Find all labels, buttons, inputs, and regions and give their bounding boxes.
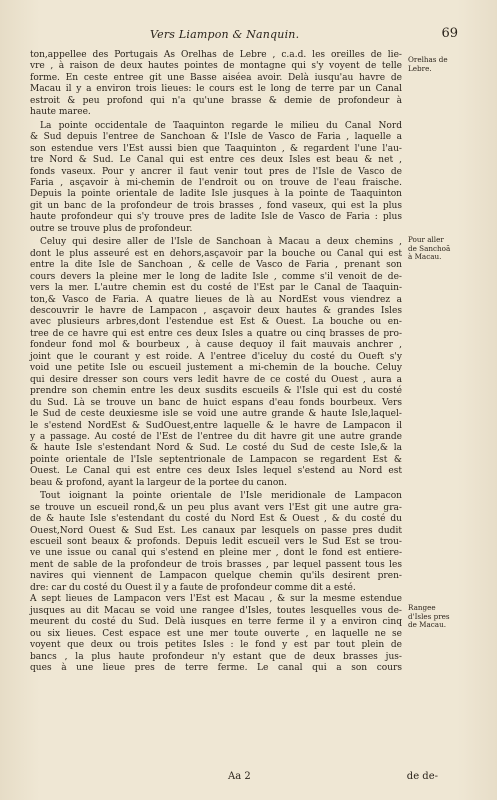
text-line: Depuis la pointe orientale de ladite Isle jusques à la pointe de Taaquinton (30, 189, 402, 200)
signature-mark: Aa 2 (228, 771, 251, 782)
text-line: pointe orientale de l'Isle septentrionale de Lampacon se regardent Est & (30, 454, 402, 465)
text-line: ment de sable de la profondeur de trois brasses , par lequel passent tous les (30, 559, 402, 570)
text-line: tre Nord & Sud. Le Canal qui est entre ces deux Isles est beau & net , (30, 155, 402, 166)
text-line: Celuy qui desire aller de l'Isle de Sanchoan à Macau a deux chemins , (40, 237, 402, 248)
text-line: estroit & peu profond qui n'a qu'une brasse & demie de profondeur à (30, 95, 402, 106)
margin-note (408, 56, 460, 73)
margin-note-line: à Macau. (408, 252, 442, 262)
text-line: tree de ce havre qui est entre ces deux Isles a quatre ou cinq brasses de pro- (30, 328, 402, 339)
margin-note (408, 604, 460, 630)
text-line: avec plusieurs arbres,dont l'estendue est Est & Ouest. La bouche ou en- (30, 317, 402, 328)
text-line: git un banc de la profondeur de trois brasses , fond vaseux, qui est la plus (30, 200, 402, 211)
text-line: void une petite Isle ou escueil justement a mi-chemin de la bouche. Celuy (30, 363, 402, 374)
text-line: cours devers la pleine mer le long de ladite Isle , comme s'il venoit de de- (30, 271, 402, 282)
text-line: Faria , asçavoir à mi-chemin de l'endroit ou on trouve de l'eau fraische. (30, 177, 402, 188)
text-line: ou six lieues. Cest espace est une mer toute ouverte , en laquelle ne se (30, 628, 402, 639)
text-line: vers la mer. L'autre chemin est du costé de l'Est par le Canal de Taaquin- (30, 283, 402, 294)
text-line: bancs , la plus haute profondeur n'y estant que de deux brasses jus- (30, 651, 402, 662)
text-line: voyent que deux ou trois petites Isles : le fond y est par tout plein de (30, 640, 402, 651)
text-line: prendre son chemin entre les deux susdits escueils & l'Isle qui est du costé (30, 386, 402, 397)
text-line: forme. En ceste entree git une Basse aiséea avoir. Delà iusqu'au havre de (30, 72, 402, 83)
margin-note-line: de Macau. (408, 620, 447, 630)
text-line: se trouve un escueil rond,& un peu plus avant vers l'Est git une autre gra- (30, 502, 402, 513)
text-line: ve une issue ou canal qui s'estend en pleine mer , dont le fond est entiere- (30, 548, 402, 559)
text-line: fondeur fond mol & bourbeux , à cause dequoy il fait mauvais anchrer , (30, 340, 402, 351)
text-line: fonds vaseux. Pour y ancrer il faut venir tout pres de l'Isle de Vasco de (30, 166, 402, 177)
text-line: descouvrir le havre de Lampacon , asçavoir deux hautes & grandes Isles (30, 305, 402, 316)
text-line: outre se trouve plus de profondeur. (30, 223, 193, 234)
page-footer (30, 771, 440, 785)
margin-note (408, 236, 460, 262)
text-line: ton,appellee des Portugais As Orelhas de Lebre , c.a.d. les oreilles de lie- (30, 50, 402, 60)
text-line: meurent du costé du Sud. Delà iusques en terre ferme il y a environ cinq (30, 617, 402, 628)
text-line: ton,& Vasco de Faria. A quatre lieues de là au NordEst vous viendrez a (30, 294, 402, 305)
text-line: navires qui viennent de Lampacon quelque chemin qu'ils desirent pren- (30, 571, 402, 582)
text-line: son estendue vers l'Est aussi bien que Taaquinton , & regardent l'une l'au- (30, 143, 402, 154)
text-line: joint que le courant y est roide. A l'entree d'iceluy du costé du Oueft s'y (30, 351, 402, 362)
text-line: y a passage. Au costé de l'Est de l'entree du dit havre git une autre grande (30, 431, 402, 442)
text-line: La pointe occidentale de Taaquinton regarde le milieu du Canal Nord (40, 120, 402, 131)
margin-note-line: Lebre. (408, 63, 432, 73)
text-line: beau & profond, ayant la largeur de la portee du canon. (30, 477, 287, 488)
text-line: du Sud. Là se trouve un banc de huict espans d'eau fonds bourbeux. Vers (30, 397, 402, 408)
catchword: de de- (406, 771, 438, 782)
text-line: haute profondeur qui s'y trouve pres de ladite Isle de Vasco de Faria : plus (30, 212, 402, 223)
text-line: entre la dite Isle de Sanchoan , & celle de Vasco de Faria , prenant son (30, 260, 402, 271)
margin-note-line: Orelhas de (408, 55, 448, 64)
text-line: ques à une lieue pres de terre ferme. Le canal qui a son cours (30, 663, 402, 674)
text-line: & haute Isle s'estendant Nord & Sud. Le costé du Sud de ceste Isle,& la (30, 443, 402, 454)
main-text-block (30, 50, 402, 674)
text-line: Ouest,Nord Ouest & Sud Est. Les canaux par lesquels on passe pres dudit (30, 525, 402, 536)
margin-note-line: Rangee (408, 603, 436, 612)
text-line: & Sud depuis l'entree de Sanchoan & l'Isle de Vasco de Faria , laquelle a (30, 132, 402, 143)
text-line: le s'estend NordEst & SudOuest,entre laquelle & le havre de Lampacon il (30, 420, 402, 431)
text-line: le Sud de ceste deuxiesme isle se void une autre grande & haute Isle,laquel- (30, 409, 402, 420)
margin-note-line: Pour aller (408, 235, 444, 244)
text-line: jusques au dit Macau se void une rangee d'Isles, toutes lesquelles vous de- (30, 605, 402, 616)
text-line: A sept lieues de Lampacon vers l'Est est Macau , & sur la mesme estendue (30, 594, 402, 605)
page-number: 69 (441, 26, 458, 41)
text-line: Macau il y a environ trois lieues: le cours est le long de terre par un Canal (30, 84, 402, 95)
text-line: Ouest. Le Canal qui est entre ces deux Isles lequel s'estend au Nord est (30, 466, 402, 477)
running-title: Vers Liampon & Nanquin. (150, 28, 300, 41)
text-line: vre , à raison de deux hautes pointes de montagne qui s'y voyent de telle (30, 61, 402, 72)
margin-note-line: d'Isles pres (408, 611, 450, 621)
text-line: de & haute Isle s'estendant du costé du Nord Est & Ouest , & du costé du (30, 514, 402, 525)
text-line: Tout ioignant la pointe orientale de l'Isle meridionale de Lampacon (40, 491, 402, 502)
margin-note-line: de Sanchoã (408, 243, 451, 253)
running-header (30, 26, 470, 44)
text-line: dont le plus asseuré est en dehors,asçavoir par la bouche ou Canal qui est (30, 248, 402, 259)
text-line: escueil sont beaux & profonds. Depuis ledit escueil vers le Sud Est se trou- (30, 537, 402, 548)
text-line: dre: car du costé du Ouest il y a faute de profondeur comme dit a esté. (30, 582, 356, 593)
text-line: qui desire dresser son cours vers ledit havre de ce costé du Ouest , aura a (30, 374, 402, 385)
text-line: haute maree. (30, 107, 91, 118)
